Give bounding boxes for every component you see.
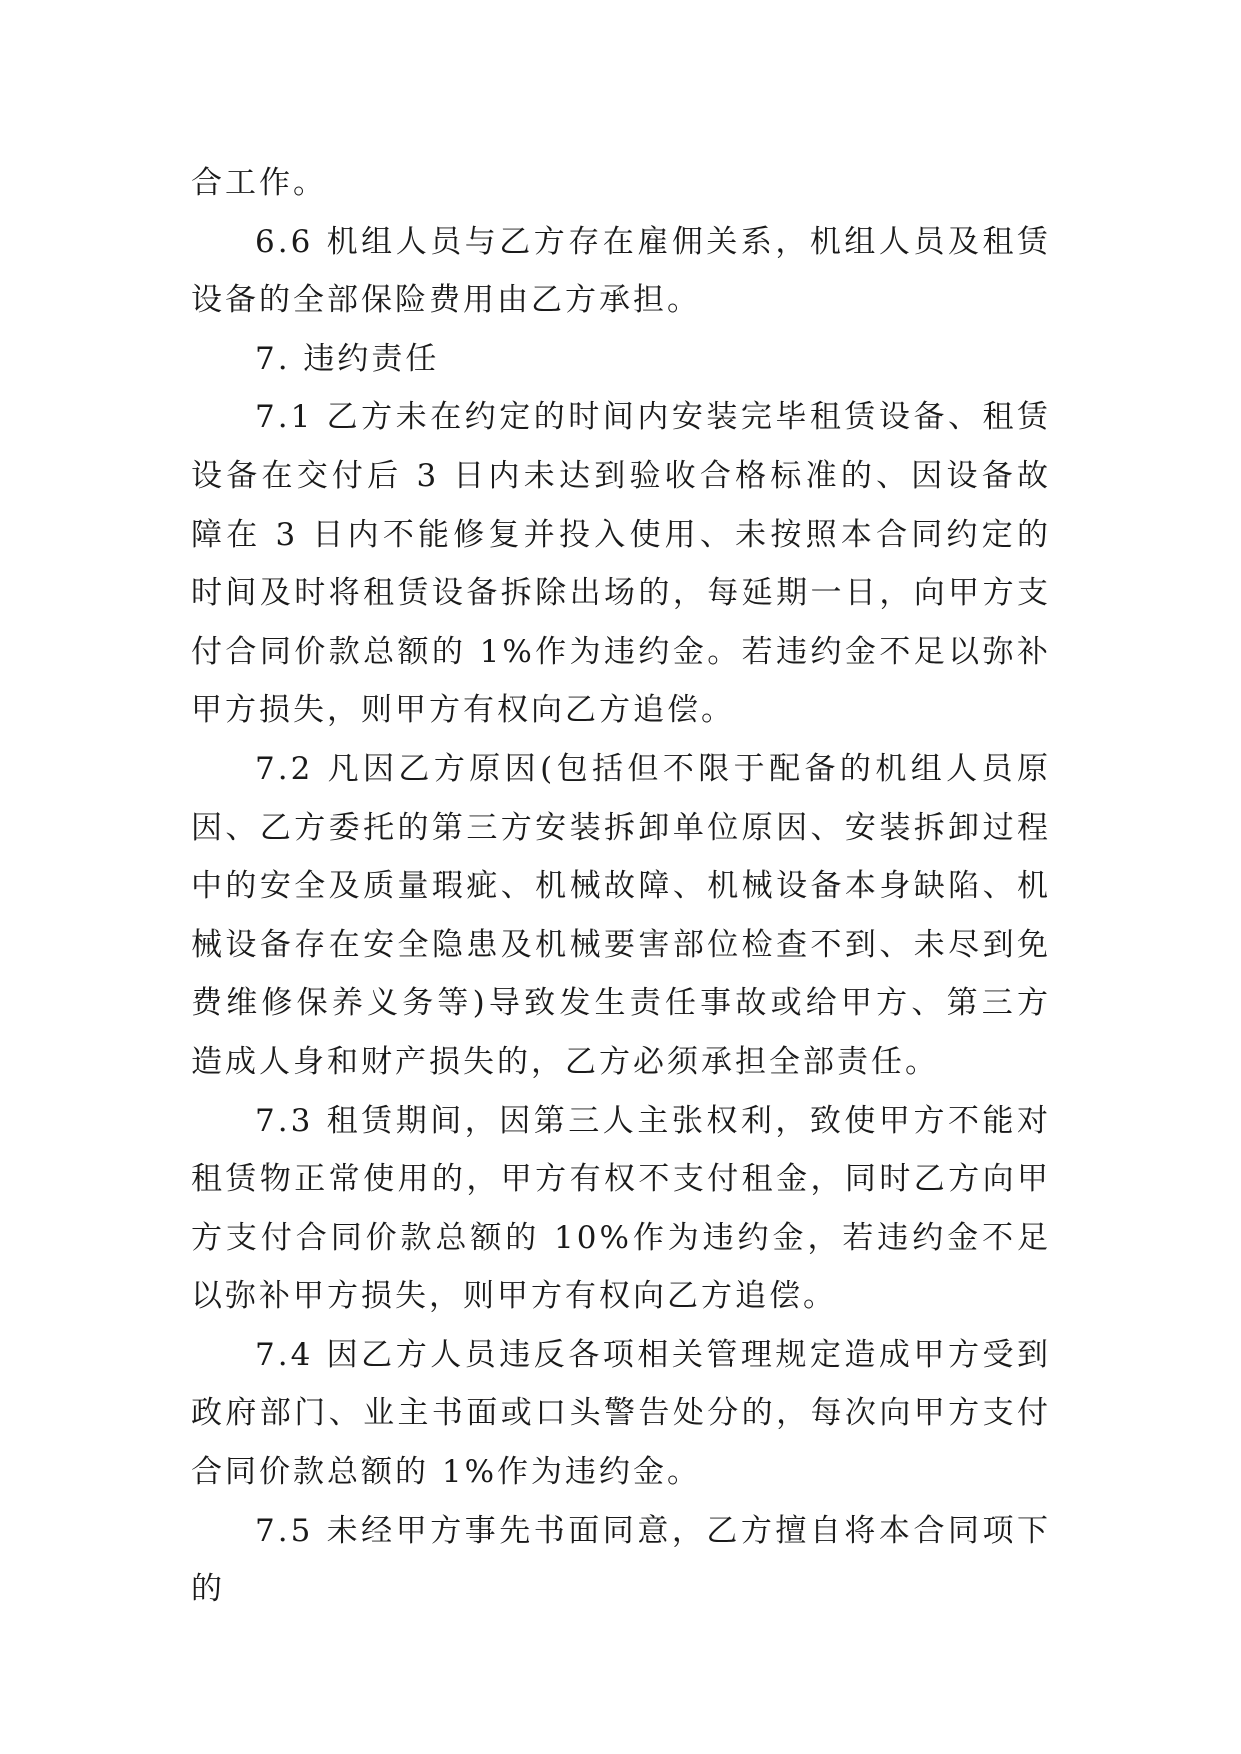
paragraph-7-4: 7.4 因乙方人员违反各项相关管理规定造成甲方受到政府部门、业主书面或口头警告处分的，每次向甲方支付合同价款总额的 1%作为违约金。 — [191, 1336, 1051, 1491]
paragraph-7-1: 7.1 乙方未在约定的时间内安装完毕租赁设备、租赁设备在交付后 3 日内未达到验收合格标准的、因设备故障在 3 日内不能修复并投入使用、未按照本合同约定的时间及时将租赁设备拆除出场的，每延期一日，向甲方支付合同价款总额的 1%作为违约金。若违约金不足以弥补甲方损失，则甲方有权向乙方追偿。 — [191, 399, 1051, 729]
paragraph-continuation: 合工作。 — [191, 165, 327, 201]
paragraph-6-6: 6.6 机组人员与乙方存在雇佣关系，机组人员及租赁设备的全部保险费用由乙方承担。 — [191, 223, 1051, 319]
document-body — [191, 154, 1051, 1619]
paragraph-7-5: 7.5 未经甲方事先书面同意，乙方擅自将本合同项下的 — [191, 1512, 1051, 1608]
paragraph-7-3: 7.3 租赁期间，因第三人主张权利，致使甲方不能对租赁物正常使用的，甲方有权不支付租金，同时乙方向甲方支付合同价款总额的 10%作为违约金，若违约金不足以弥补甲方损失，则甲方有权向乙方追偿。 — [191, 1102, 1051, 1315]
section-heading-7: 7. 违约责任 — [255, 340, 440, 377]
paragraph-7-2: 7.2 凡因乙方原因(包括但不限于配备的机组人员原因、乙方委托的第三方安装拆卸单位原因、安装拆卸过程中的安全及质量瑕疵、机械故障、机械设备本身缺陷、机械设备存在安全隐患及机械要害部位检查不到、未尽到免费维修保养义务等)导致发生责任事故或给甲方、第三方造成人身和财产损失的，乙方必须承担全部责任。 — [191, 750, 1051, 1080]
